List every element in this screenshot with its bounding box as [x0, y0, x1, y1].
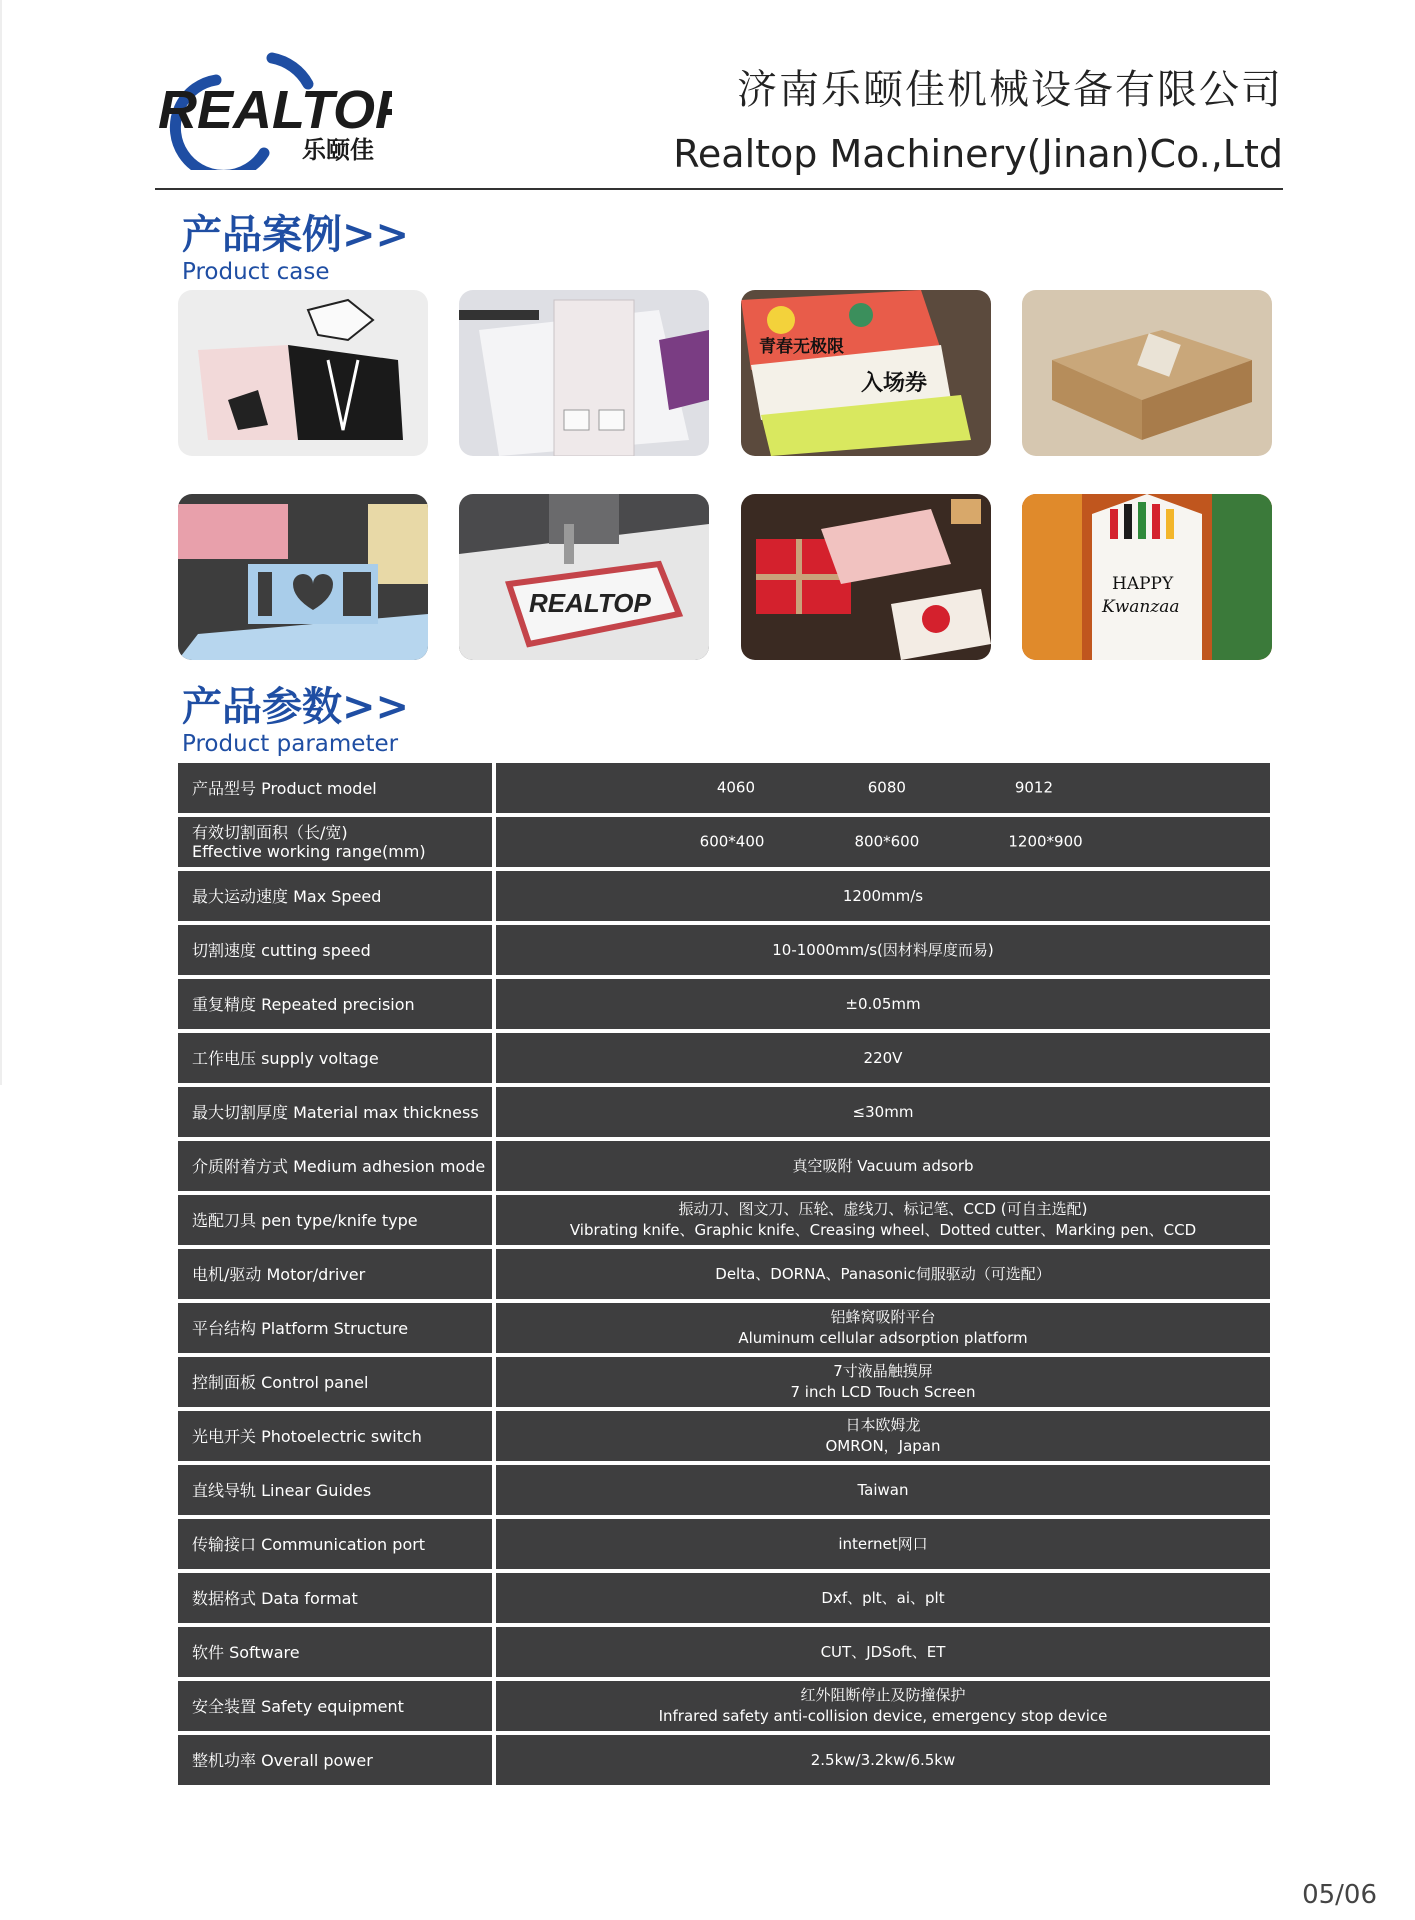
- param-value-line1: Delta、DORNA、Panasonic伺服驱动（可选配）: [715, 1264, 1051, 1283]
- param-value-line1: 7寸液晶触摸屏: [833, 1362, 933, 1380]
- param-row: [178, 1735, 1270, 1785]
- case-image-kwanzaa-card: [1022, 494, 1272, 660]
- range-6080: 800*600: [854, 832, 920, 851]
- param-value-line1: 红外阻断停止及防撞保护: [800, 1686, 966, 1704]
- param-value: [496, 1519, 1270, 1569]
- param-value-line1: CUT、JDSoft、ET: [820, 1642, 946, 1661]
- param-value: [496, 1141, 1270, 1191]
- param-value-line1: 10-1000mm/s(因材料厚度而易): [772, 940, 994, 959]
- param-value-line2: OMRON，Japan: [825, 1437, 941, 1455]
- param-row: [178, 1141, 1270, 1191]
- sample-logo-text: REALTOP: [529, 588, 651, 618]
- param-value: [496, 1033, 1270, 1083]
- product-parameter-title-en: Product parameter: [182, 731, 399, 757]
- param-row: [178, 1573, 1270, 1623]
- company-name-cn: 济南乐颐佳机械设备有限公司: [737, 67, 1283, 113]
- param-value: [496, 1195, 1270, 1245]
- param-row-model: [178, 763, 1270, 813]
- case-image-label-sheet: [459, 290, 709, 456]
- case-image-cutting-sample: [459, 494, 709, 660]
- param-label: 平台结构 Platform Structure: [178, 1303, 492, 1353]
- param-value: [496, 1681, 1270, 1731]
- param-value: [496, 1465, 1270, 1515]
- param-value: [496, 1573, 1270, 1623]
- case-image-love-card: [178, 494, 428, 660]
- page-edge: [0, 0, 2, 1085]
- param-row: [178, 1411, 1270, 1461]
- case-image-kraft-box: [1022, 290, 1272, 456]
- param-row-working-range: [178, 817, 1270, 867]
- param-row: [178, 1357, 1270, 1407]
- param-label: 数据格式 Data format: [178, 1573, 492, 1623]
- param-label: 传输接口 Communication port: [178, 1519, 492, 1569]
- param-value: [496, 1627, 1270, 1677]
- model-4060: 4060: [716, 778, 756, 797]
- param-label-en: Effective working range(mm): [192, 842, 426, 861]
- param-value: [496, 1411, 1270, 1461]
- param-value-line1: 1200mm/s: [842, 886, 924, 905]
- param-value: [496, 1357, 1270, 1407]
- company-name: [673, 62, 1283, 180]
- product-parameter-heading: [182, 684, 409, 758]
- company-name-en: Realtop Machinery(Jinan)Co.,Ltd: [673, 132, 1283, 176]
- param-row: [178, 871, 1270, 921]
- param-value-line2: Vibrating knife、Graphic knife、Creasing wheel、Dotted cutter、Marking pen、CCD: [569, 1221, 1197, 1239]
- param-value-line1: ±0.05mm: [845, 994, 921, 1013]
- param-value-line2: Infrared safety anti-collision device, emergency stop device: [658, 1707, 1108, 1725]
- param-value-line1: 日本欧姆龙: [845, 1416, 921, 1434]
- param-label: 电机/驱动 Motor/driver: [178, 1249, 492, 1299]
- param-value-line2: 7 inch LCD Touch Screen: [790, 1383, 976, 1401]
- param-label: 控制面板 Control panel: [178, 1357, 492, 1407]
- param-value: [496, 925, 1270, 975]
- case-image-admission-tickets: [741, 290, 991, 456]
- ticket-text-2: 入场券: [861, 371, 928, 396]
- param-row: [178, 925, 1270, 975]
- param-value: [496, 871, 1270, 921]
- param-row: [178, 1033, 1270, 1083]
- product-parameter-title-cn: 产品参数>>: [182, 684, 410, 730]
- kwanzaa-text-2: Kwanzaa: [1102, 597, 1180, 617]
- param-label: 安全装置 Safety equipment: [178, 1681, 492, 1731]
- ticket-text-1: 青春无极限: [759, 337, 844, 357]
- logo-cn-text: 乐颐佳: [302, 136, 374, 164]
- param-value-line1: Dxf、plt、ai、plt: [821, 1588, 945, 1607]
- param-row: [178, 1087, 1270, 1137]
- param-value-line2: Aluminum cellular adsorption platform: [738, 1329, 1028, 1347]
- case-image-tuxedo-box: [178, 290, 428, 456]
- param-value-line1: 真空吸附 Vacuum adsorb: [792, 1156, 974, 1175]
- range-9012: 1200*900: [1008, 832, 1083, 851]
- param-value: [496, 1303, 1270, 1353]
- param-label: 产品型号 Product model: [178, 763, 492, 813]
- case-image-red-gifts: [741, 494, 991, 660]
- param-label-cn: 有效切割面积（长/宽): [192, 823, 348, 842]
- param-row: [178, 1465, 1270, 1515]
- param-value: [496, 1249, 1270, 1299]
- product-case-heading: [182, 212, 409, 286]
- param-label: 软件 Software: [178, 1627, 492, 1677]
- param-value: [496, 763, 1270, 813]
- param-value-line1: 2.5kw/3.2kw/6.5kw: [810, 1750, 956, 1769]
- param-label: 介质附着方式 Medium adhesion mode: [178, 1141, 492, 1191]
- param-row: [178, 1519, 1270, 1569]
- param-value-line1: Taiwan: [857, 1480, 909, 1499]
- model-6080: 6080: [867, 778, 906, 797]
- product-case-title-en: Product case: [182, 259, 330, 285]
- param-row: [178, 1303, 1270, 1353]
- param-label: [178, 817, 492, 867]
- param-value-line1: 振动刀、图文刀、压轮、虚线刀、标记笔、CCD (可自主选配): [678, 1200, 1088, 1218]
- param-label: 选配刀具 pen type/knife type: [178, 1195, 492, 1245]
- param-value: [496, 817, 1270, 867]
- page-number: 05/06: [1302, 1880, 1377, 1910]
- product-case-title-cn: 产品案例>>: [182, 212, 410, 258]
- param-value-line1: internet网口: [838, 1534, 928, 1553]
- param-row: [178, 979, 1270, 1029]
- param-value-line1: 铝蜂窝吸附平台: [830, 1308, 936, 1326]
- param-label: 最大运动速度 Max Speed: [178, 871, 492, 921]
- param-label: 重复精度 Repeated precision: [178, 979, 492, 1029]
- param-label: 整机功率 Overall power: [178, 1735, 492, 1785]
- param-label: 直线导轨 Linear Guides: [178, 1465, 492, 1515]
- param-row: [178, 1249, 1270, 1299]
- param-value-line1: 220V: [863, 1048, 903, 1067]
- param-label: 工作电压 supply voltage: [178, 1033, 492, 1083]
- kwanzaa-text-1: HAPPY: [1112, 574, 1174, 594]
- param-row: [178, 1627, 1270, 1677]
- param-value: [496, 1735, 1270, 1785]
- param-label: 切割速度 cutting speed: [178, 925, 492, 975]
- param-row: [178, 1195, 1270, 1245]
- range-4060: 600*400: [699, 832, 765, 851]
- param-row: [178, 1681, 1270, 1731]
- company-logo: [152, 50, 392, 170]
- param-label: 最大切割厚度 Material max thickness: [178, 1087, 492, 1137]
- model-9012: 9012: [1014, 778, 1054, 797]
- param-value-line1: ≤30mm: [852, 1102, 914, 1121]
- param-label: 光电开关 Photoelectric switch: [178, 1411, 492, 1461]
- logo-wordmark: REALTOP: [158, 80, 392, 140]
- param-value: [496, 1087, 1270, 1137]
- param-value: [496, 979, 1270, 1029]
- header-divider: [155, 188, 1283, 190]
